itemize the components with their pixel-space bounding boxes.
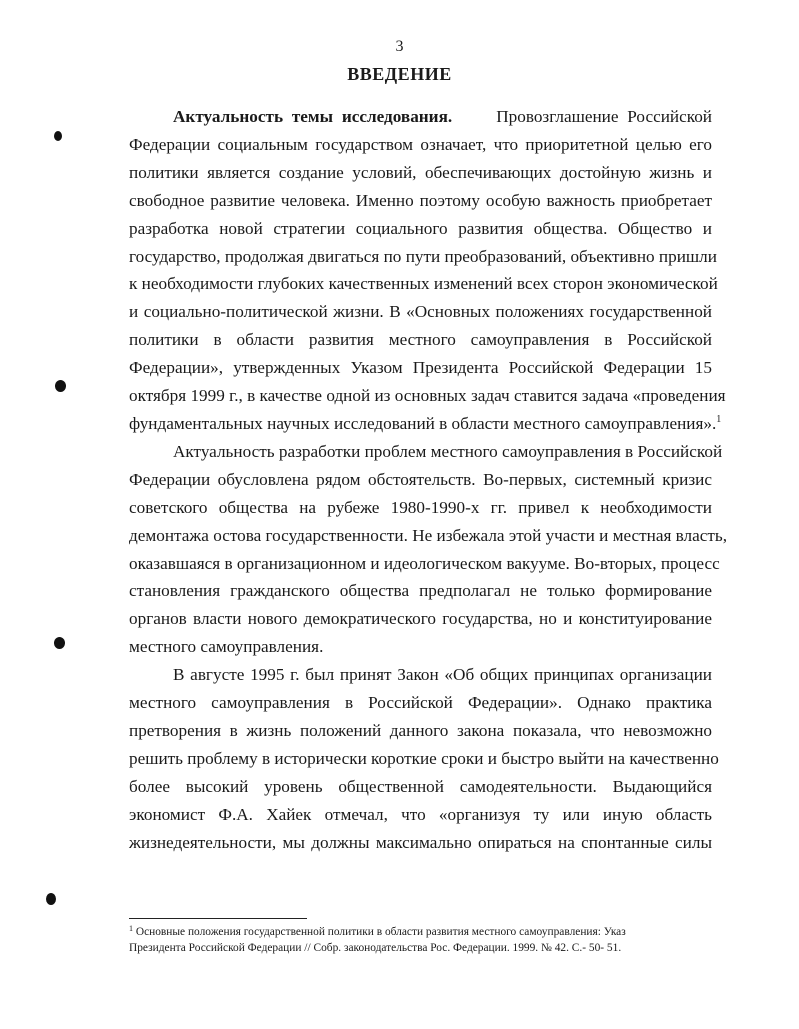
paragraph1-line: к необходимости глубоких качественных изменений всех сторон экономической xyxy=(129,274,718,294)
paragraph1-line: политики является создание условий, обеспечивающих достойную жизнь и xyxy=(129,162,712,182)
document-body xyxy=(129,103,728,856)
paragraph2-line: местного самоуправления. xyxy=(129,637,324,657)
scan-speck xyxy=(55,380,66,392)
paragraph1-line-11: фундаментальных научных исследований в области местного самоуправления». xyxy=(129,413,717,433)
footnote-line: Президента Российской Федерации // Собр. законодательства Рос. Федерации. 1999. № 42. С.- 50- 51. xyxy=(129,942,622,954)
paragraph3-line: решить проблему в исторически короткие сроки и быстро выйти на качественно xyxy=(129,748,719,768)
paragraph1-line: политики в области развития местного самоуправления в Российской xyxy=(129,330,712,350)
paragraph3-line: претворения в жизнь положений данного закона показала, что невозможно xyxy=(129,720,712,740)
paragraph1-line: государство, продолжая двигаться по пути преобразований, объективно пришли xyxy=(129,246,717,266)
paragraph1-line: и социально-политической жизни. В «Основных положениях государственной xyxy=(129,302,712,322)
footnote-line xyxy=(129,924,689,940)
paragraph3-line: местного самоуправления в Российской Федерации». Однако практика xyxy=(129,693,712,713)
page-number: 3 xyxy=(395,38,404,55)
paragraph1-last-line xyxy=(129,410,722,438)
paragraph1-line: Федерации социальным государством означает, что приоритетной целью его xyxy=(129,134,712,154)
paragraph1-line-0: Провозглашение Российской xyxy=(496,107,712,126)
paragraph3-line: экономист Ф.А. Хайек отмечал, что «организуя ту или иную область xyxy=(129,804,712,824)
footnote-marker: 1 xyxy=(129,924,133,933)
footnote-line-0: Основные положения государственной политики в области развития местного самоуправления: Указ xyxy=(135,926,626,938)
paragraph1-line: свободное развитие человека. Именно поэтому особую важность приобретает xyxy=(129,190,712,210)
paragraph2-line: органов власти нового демократического государства, но и конституирование xyxy=(129,609,712,629)
paragraph3-line: В августе 1995 г. был принят Закон «Об общих принципах организации xyxy=(173,665,712,685)
paragraph3-line: жизнедеятельности, мы должны максимально опираться на спонтанные силы xyxy=(129,832,712,852)
paragraph2-line: Федерации обусловлена рядом обстоятельств. Во-первых, системный кризис xyxy=(129,469,712,489)
footnote-reference: 1 xyxy=(716,413,722,425)
paragraph2-line: оказавшаяся в организационном и идеологическом вакууме. Во-вторых, процесс xyxy=(129,553,720,573)
paragraph1-line: разработка новой стратегии социального развития общества. Общество и xyxy=(129,218,712,238)
page-title: ВВЕДЕНИЕ xyxy=(347,64,452,84)
paragraph1-line: Федерации», утвержденных Указом Президента Российской Федерации 15 xyxy=(129,358,712,378)
paragraph2-line: Актуальность разработки проблем местного самоуправления в Российской xyxy=(173,441,723,461)
paragraph1-lead: Актуальность темы исследования. xyxy=(173,107,453,126)
paragraph2-line: демонтажа остова государственности. Не избежала этой участи и местная власть, xyxy=(129,525,728,545)
paragraph3-line: более высокий уровень общественной самодеятельности. Выдающийся xyxy=(129,776,712,796)
footnote xyxy=(129,924,689,956)
paragraph2-line: советского общества на рубеже 1980-1990-х гг. привел к необходимости xyxy=(129,497,712,517)
paragraph1-line: октября 1999 г., в качестве одной из основных задач ставится задача «проведения xyxy=(129,386,726,406)
paragraph2-line: становления гражданского общества предполагал не только формирование xyxy=(129,581,712,601)
scan-speck xyxy=(54,131,62,141)
paragraph1-line xyxy=(129,103,712,131)
footnote-divider xyxy=(129,918,307,919)
scan-speck xyxy=(54,637,65,649)
scan-speck xyxy=(46,893,56,905)
